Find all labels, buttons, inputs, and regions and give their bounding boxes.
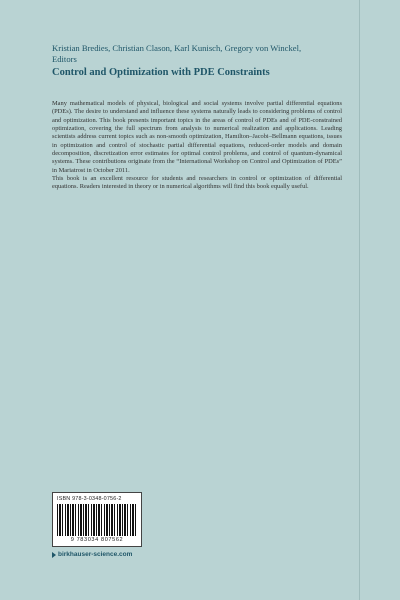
book-description bbox=[52, 100, 342, 192]
editors-names: Kristian Bredies, Christian Clason, Karl Kunisch, Gregory von Winckel, bbox=[52, 43, 302, 53]
website-text: birkhauser-science.com bbox=[58, 551, 133, 558]
isbn-text: ISBN 978-3-0348-0756-2 bbox=[57, 496, 122, 502]
editors-block bbox=[52, 43, 352, 64]
barcode-bars bbox=[57, 504, 137, 536]
barcode-label bbox=[52, 492, 142, 547]
spine-fold-line bbox=[359, 0, 360, 600]
description-paragraph: Many mathematical models of physical, biological and social systems involve partial differential equations (PDEs). The desire to understand and influence these systems naturally leads to considering problems of control and optimization. This book presents important topics in the areas of control of PDEs and of PDE-constrained optimization, covering the full spectrum from analysis to numerical realization and applications. Leading scientists address current topics such as non-smooth optimization, Hamilton–Jacobi–Bellmann equations, issues in optimization and control of stochastic partial differential equations, reduced-order models and domain decomposition, discretization error estimates for optimal control problems, and control of quantum-dynamical systems. These contributions originate from the “International Workshop on Control and Optimization of PDEs” in Mariatrost in October 2011. bbox=[52, 100, 342, 174]
editors-label: Editors bbox=[52, 53, 77, 64]
book-title: Control and Optimization with PDE Constraints bbox=[52, 67, 270, 78]
arrow-right-icon bbox=[52, 552, 56, 558]
description-paragraph: This book is an excellent resource for students and researchers in control or optimization of differential equations. Readers interested in theory or in numerical algorithms will find this book equally useful. bbox=[52, 175, 342, 191]
barcode-number: 9 783034 807562 bbox=[70, 537, 124, 543]
publisher-website[interactable] bbox=[52, 551, 132, 558]
